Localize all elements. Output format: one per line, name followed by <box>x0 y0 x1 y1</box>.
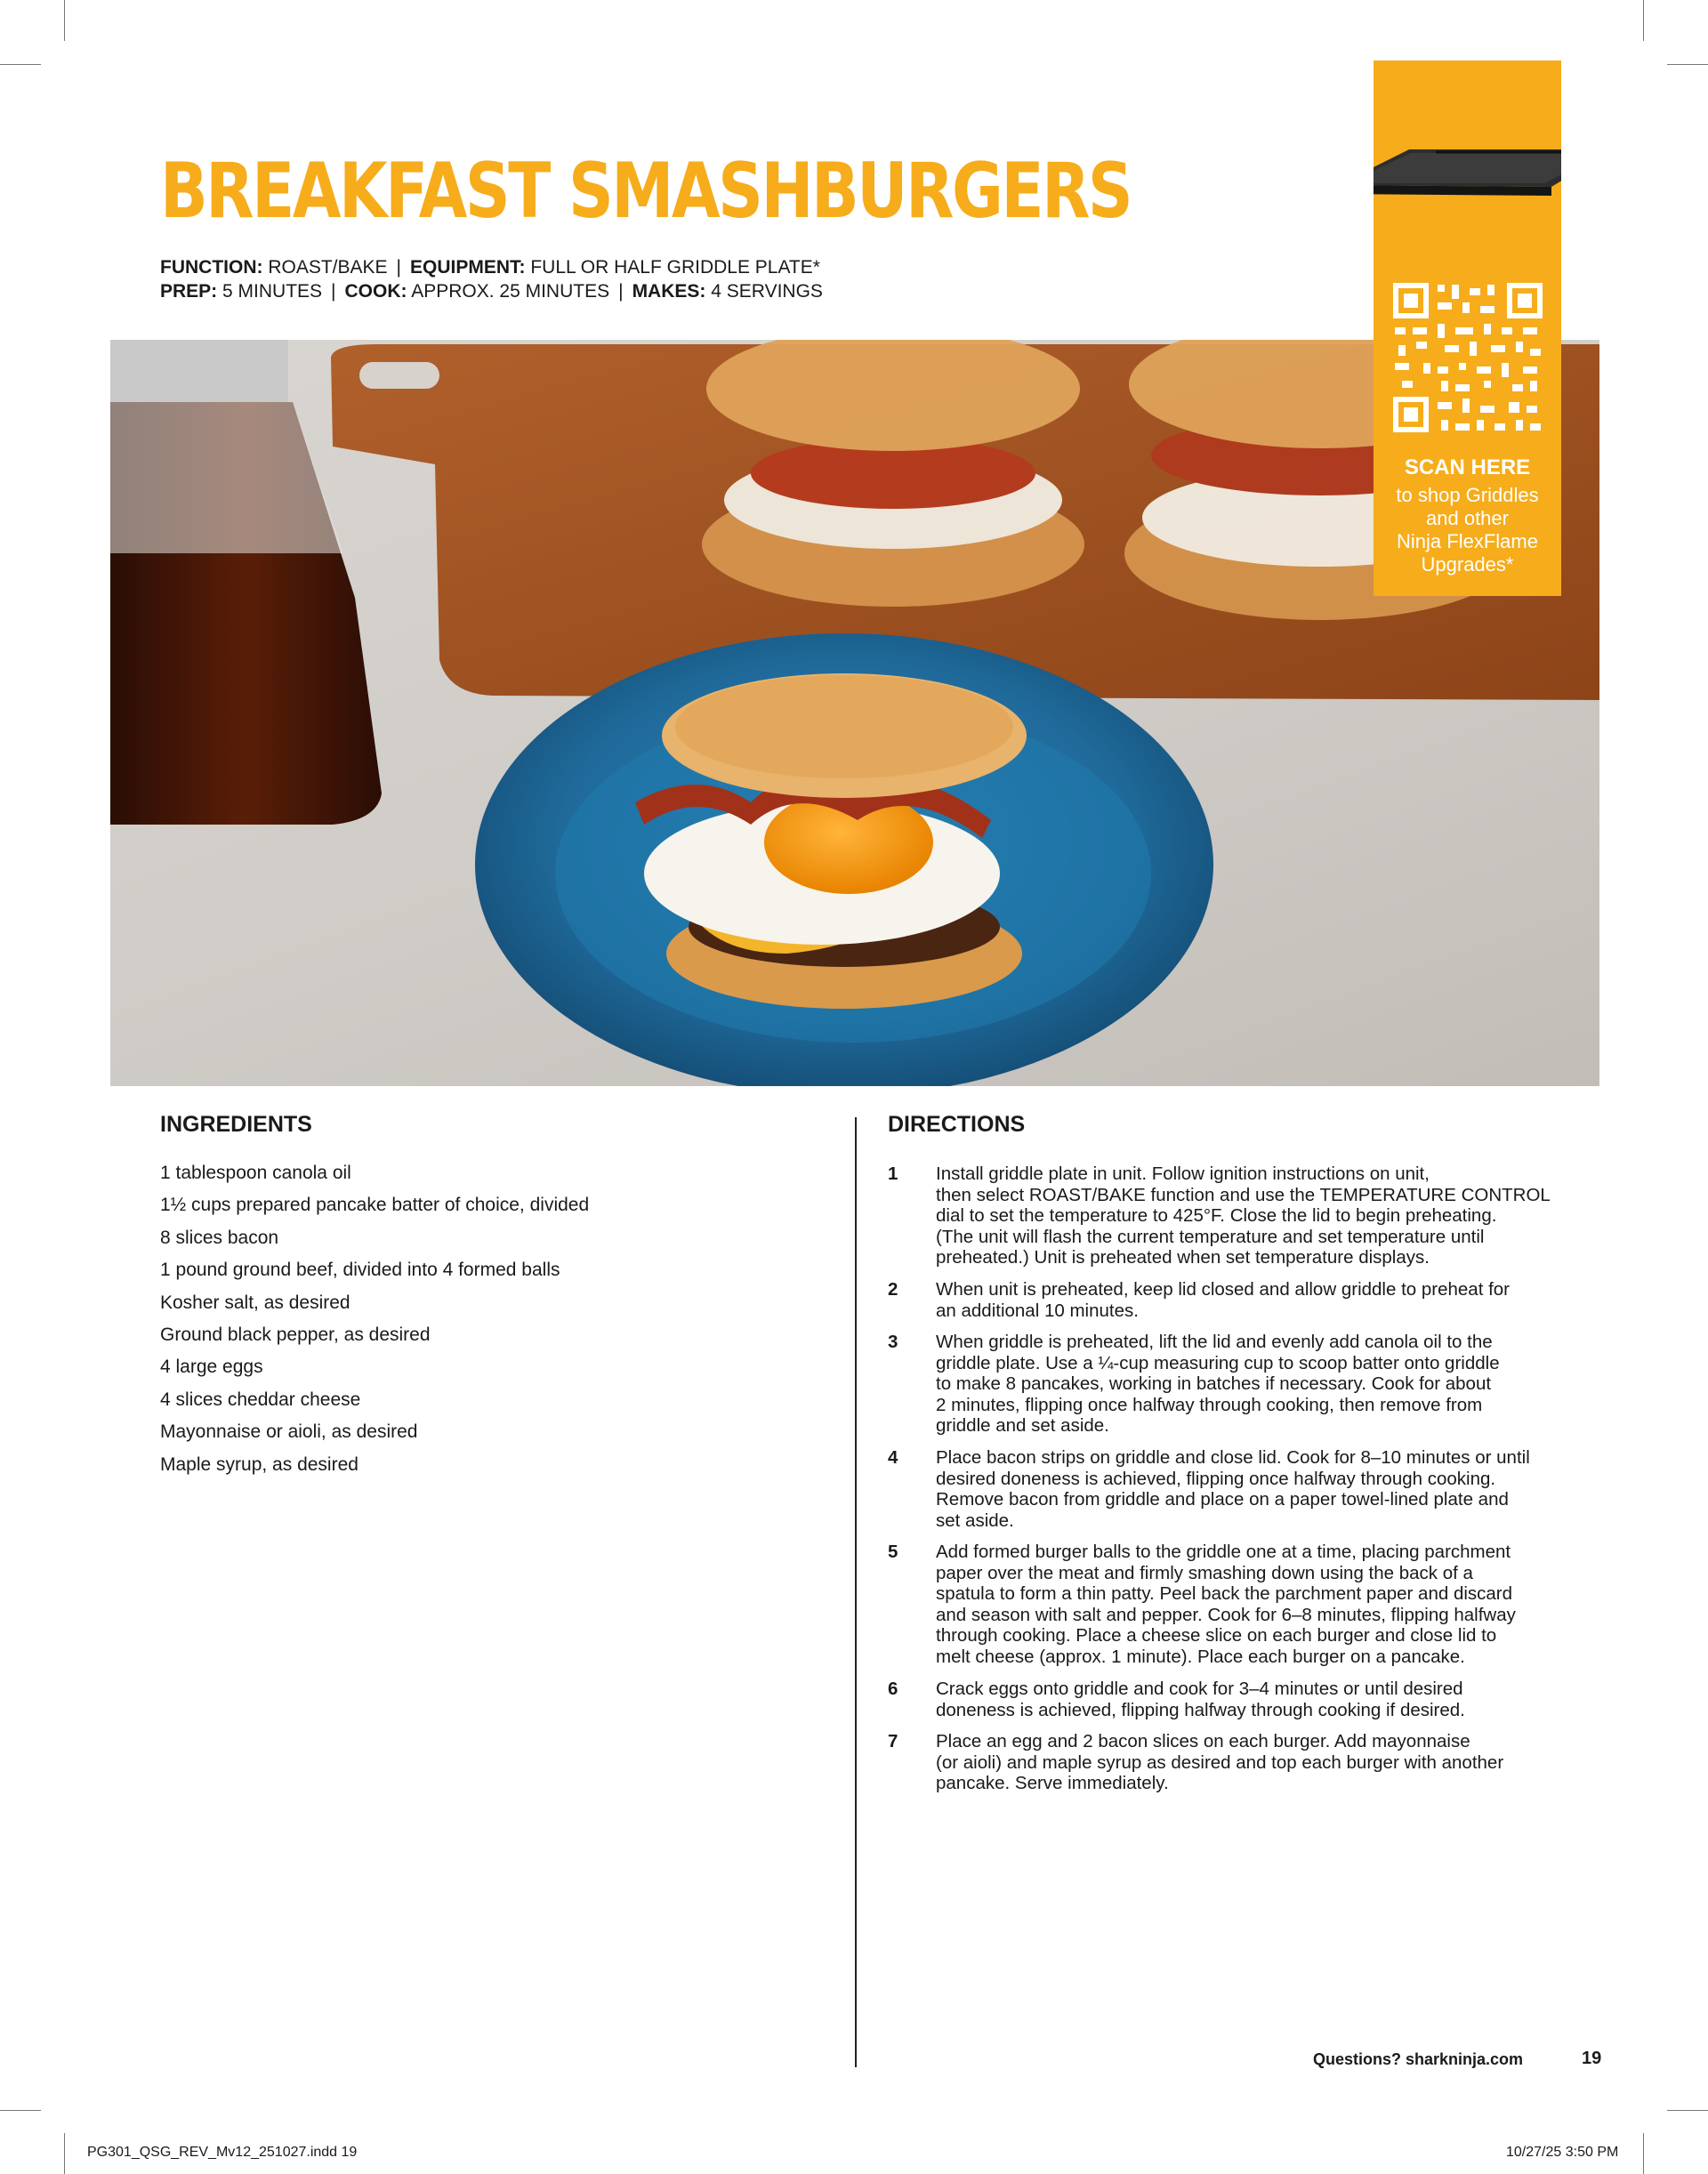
crop-mark <box>1667 2110 1708 2111</box>
shop-line: to shop Griddles <box>1396 484 1539 506</box>
step-text <box>936 1731 1612 1794</box>
step-line: Place an egg and 2 bacon slices on each burger. Add mayonnaise <box>936 1731 1470 1751</box>
step-line: preheated.) Unit is preheated when set temperature displays. <box>936 1247 1430 1268</box>
ingredient-item: 1½ cups prepared pancake batter of choice, divided <box>160 1195 590 1216</box>
ingredients-list <box>160 1163 589 1487</box>
step-line: melt cheese (approx. 1 minute). Place each burger on a pancake. <box>936 1646 1465 1667</box>
step-line: When unit is preheated, keep lid closed and allow griddle to preheat for <box>936 1279 1511 1300</box>
step-line: paper over the meat and firmly smashing down using the back of a <box>936 1562 1473 1583</box>
step-text <box>936 1447 1612 1531</box>
step-line: and season with salt and pepper. Cook for 6–8 minutes, flipping halfway <box>936 1604 1516 1625</box>
step-line: 2 minutes, flipping once halfway through cooking, then remove from <box>936 1394 1483 1415</box>
meta-label: EQUIPMENT: <box>410 257 526 278</box>
crop-mark <box>0 64 41 65</box>
column-divider <box>855 1117 857 2067</box>
step-line: griddle plate. Use a ¼-cup measuring cup to scoop batter onto griddle <box>936 1352 1500 1373</box>
meta-value: APPROX. 25 MINUTES <box>411 281 610 302</box>
print-slug-timestamp: 10/27/25 3:50 PM <box>1506 2145 1619 2160</box>
scan-here-label: SCAN HERE <box>1404 455 1531 479</box>
step-line: Crack eggs onto griddle and cook for 3–4 minutes or until desired <box>936 1679 1463 1699</box>
crop-mark <box>1667 64 1708 65</box>
step-line: (or aioli) and maple syrup as desired and top each burger with another <box>936 1751 1504 1773</box>
step-line: Install griddle plate in unit. Follow ignition instructions on unit, <box>936 1163 1430 1184</box>
ingredient-item: 1 pound ground beef, divided into 4 formed balls <box>160 1260 560 1281</box>
shop-line: Upgrades* <box>1421 553 1514 576</box>
shop-line: and other <box>1426 507 1509 529</box>
step-text <box>936 1679 1612 1720</box>
ingredient-item: 8 slices bacon <box>160 1227 279 1248</box>
meta-label: FUNCTION: <box>160 257 263 278</box>
crop-mark <box>1643 0 1644 41</box>
ingredients-heading: INGREDIENTS <box>160 1112 312 1137</box>
step-line: Add formed burger balls to the griddle one at a time, placing parchment <box>936 1542 1511 1562</box>
step-line: spatula to form a thin patty. Peel back the parchment paper and discard <box>936 1583 1513 1605</box>
step-text <box>936 1332 1612 1437</box>
step-line: pancake. Serve immediately. <box>936 1773 1169 1794</box>
step-text <box>936 1279 1612 1321</box>
step-line: Remove bacon from griddle and place on a paper towel-lined plate and <box>936 1489 1509 1510</box>
recipe-title: BREAKFAST SMASHBURGERS <box>160 147 1132 236</box>
directions-heading: DIRECTIONS <box>888 1112 1026 1137</box>
step-number: 4 <box>888 1447 898 1468</box>
griddle-plate-icon <box>1374 60 1561 274</box>
step-line: (The unit will flash the current temperature and set temperature until <box>936 1226 1485 1247</box>
ingredient-item: 4 large eggs <box>160 1357 263 1378</box>
ingredient-item: Mayonnaise or aioli, as desired <box>160 1421 418 1443</box>
step-line: to make 8 pancakes, working in batches if necessary. Cook for about <box>936 1373 1492 1395</box>
promo-panel <box>1374 60 1561 596</box>
step-number: 5 <box>888 1542 898 1562</box>
recipe-meta-line-1: FUNCTION: ROAST/BAKE | EQUIPMENT: FULL OR HALF GRIDDLE PLATE* <box>160 257 820 278</box>
meta-value: 4 SERVINGS <box>711 281 823 302</box>
ingredient-item: 1 tablespoon canola oil <box>160 1163 351 1183</box>
step-number: 3 <box>888 1332 898 1352</box>
step-text <box>936 1163 1612 1268</box>
step-line: set aside. <box>936 1510 1014 1531</box>
step-number: 2 <box>888 1279 898 1300</box>
page-number: 19 <box>1582 2049 1602 2068</box>
step-line: Place bacon strips on griddle and close lid. Cook for 8–10 minutes or until <box>936 1447 1530 1468</box>
crop-mark <box>0 2110 41 2111</box>
step-line: desired doneness is achieved, flipping once halfway through cooking. <box>936 1468 1496 1489</box>
step-number: 1 <box>888 1163 898 1184</box>
meta-label: MAKES: <box>632 281 706 302</box>
questions-link[interactable]: Questions? sharkninja.com <box>1313 2050 1524 2068</box>
crop-mark <box>64 2133 65 2174</box>
step-line: griddle and set aside. <box>936 1415 1109 1437</box>
step-text <box>936 1542 1612 1668</box>
step-line: doneness is achieved, flipping halfway through cooking if desired. <box>936 1699 1465 1720</box>
step-line: through cooking. Place a cheese slice on each burger and close lid to <box>936 1625 1497 1647</box>
meta-value: ROAST/BAKE <box>268 257 388 278</box>
step-number: 6 <box>888 1679 898 1699</box>
meta-value: FULL OR HALF GRIDDLE PLATE* <box>530 257 820 278</box>
qr-code-icon[interactable] <box>1391 281 1544 434</box>
shop-line: Ninja FlexFlame <box>1397 530 1538 552</box>
step-line: When griddle is preheated, lift the lid and evenly add canola oil to the <box>936 1332 1493 1352</box>
recipe-meta-line-2: PREP: 5 MINUTES | COOK: APPROX. 25 MINUTES | MAKES: 4 SERVINGS <box>160 281 823 302</box>
ingredient-item: Ground black pepper, as desired <box>160 1324 431 1345</box>
step-line: dial to set the temperature to 425°F. Close the lid to begin preheating. <box>936 1205 1497 1227</box>
meta-value: 5 MINUTES <box>222 281 323 302</box>
step-line: then select ROAST/BAKE function and use the TEMPERATURE CONTROL <box>936 1184 1551 1205</box>
ingredient-item: 4 slices cheddar cheese <box>160 1389 361 1410</box>
step-line: an additional 10 minutes. <box>936 1300 1139 1321</box>
meta-label: PREP: <box>160 281 218 302</box>
print-slug-filename: PG301_QSG_REV_Mv12_251027.indd 19 <box>87 2145 358 2160</box>
ingredient-item: Kosher salt, as desired <box>160 1292 350 1313</box>
shop-upgrades-text <box>1377 484 1558 576</box>
step-number: 7 <box>888 1731 898 1751</box>
meta-label: COOK: <box>344 281 407 302</box>
ingredient-item: Maple syrup, as desired <box>160 1453 359 1475</box>
crop-mark <box>1643 2133 1644 2174</box>
crop-mark <box>64 0 65 41</box>
